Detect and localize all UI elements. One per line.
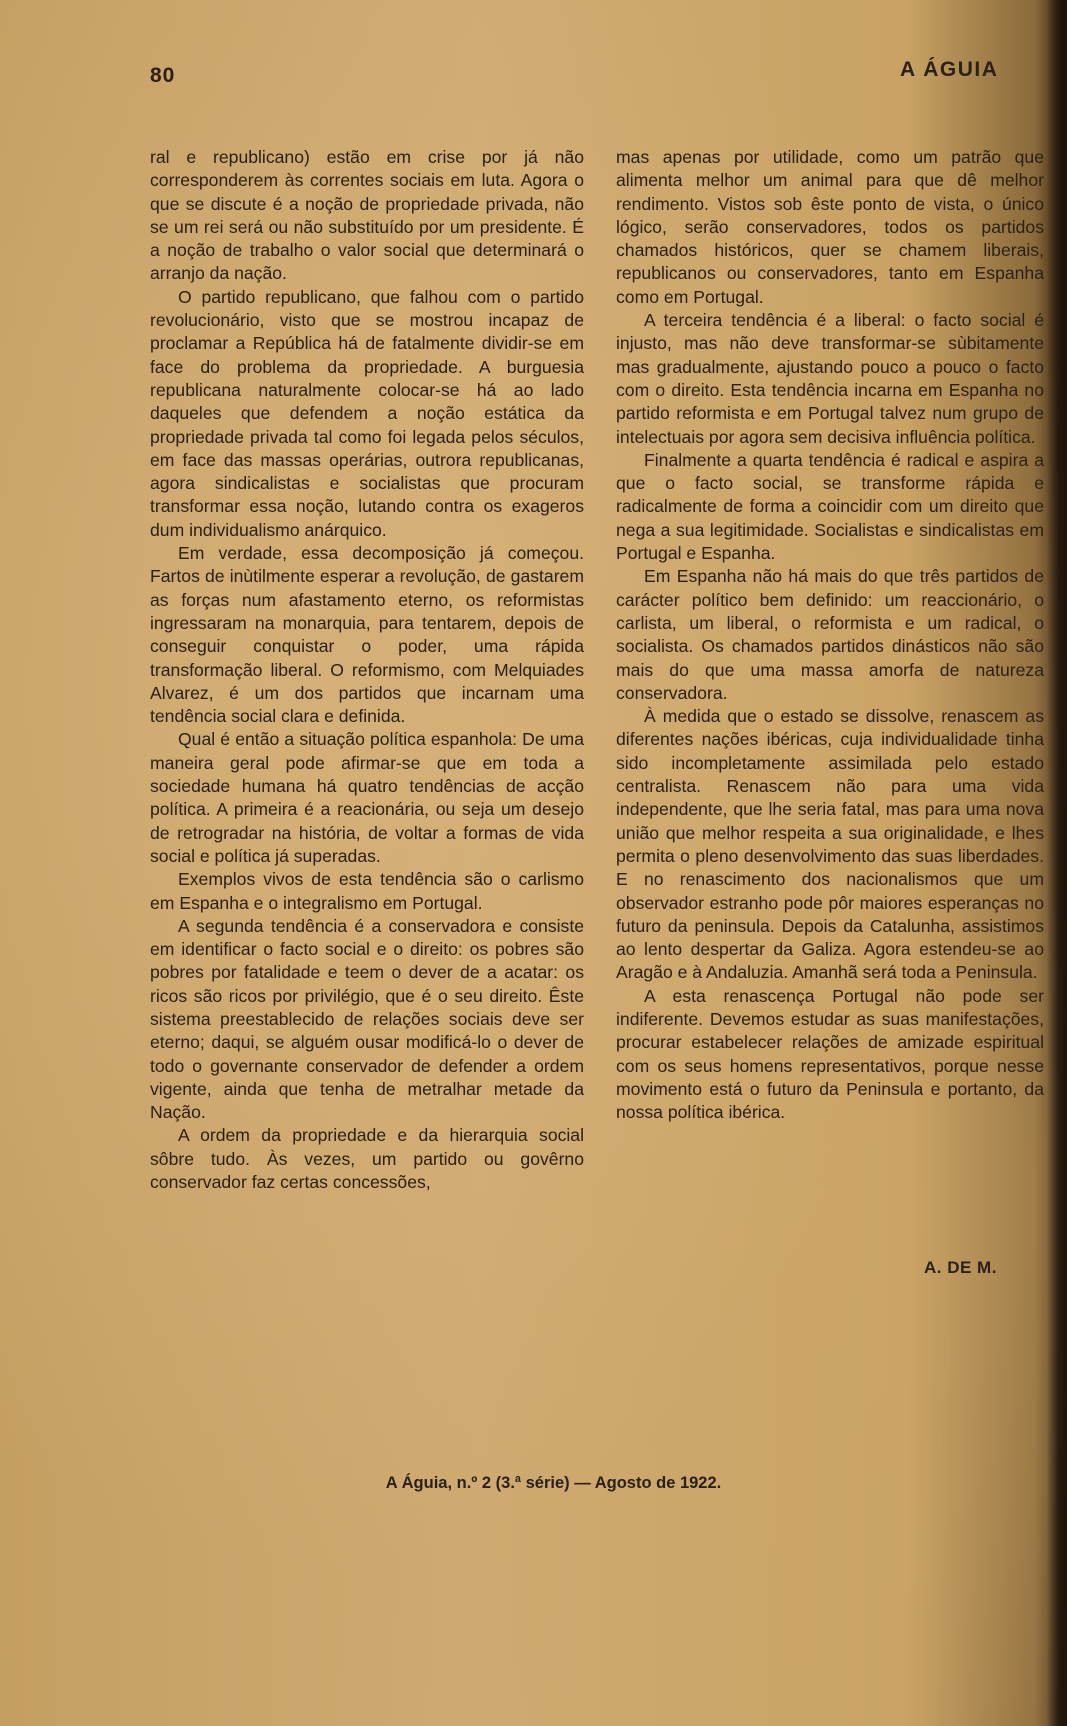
footer-citation: A Águia, n.º 2 (3.ª série) — Agosto de 1922. bbox=[385, 1474, 722, 1492]
paragraph: Em Espanha não há mais do que três partidos de carácter político bem definido: um reaccionário, o carlista, um liberal, o reformista e um radical, o socialista. Os chamados partidos dinásticos não são mais do que uma massa amorfa de natureza conservadora. bbox=[616, 566, 1044, 703]
book-spine-shadow bbox=[1047, 0, 1067, 1726]
paragraph: Finalmente a quarta tendência é radical e aspira a que o facto social, se transforme rápida e radicalmente de forma a coincidir com um direito que nega a sua legitimidade. Socialistas e sindicalistas em Portugal e Espanha. bbox=[616, 449, 1044, 564]
paragraph: A terceira tendência é a liberal: o facto social é injusto, mas não deve transformar-se sùbitamente mas gradualmente, ajustando pouco a pouco o facto com o direito. Esta tendência incarna em Espanha no partido reformista e em Portugal talvez num grupo de intelectuais por agora sem decisiva influência política. bbox=[616, 310, 1044, 447]
author-signature: A. DE M. bbox=[924, 1258, 997, 1277]
paragraph: Exemplos vivos de esta tendência são o carlismo em Espanha e o integralismo em Portugal. bbox=[150, 869, 584, 913]
paragraph: mas apenas por utilidade, como um patrão que alimenta melhor um animal para que dê melhor rendimento. Vistos sob êste ponto de vista, o único lógico, serão conservadores, todos os partidos chamados históricos, quer se chamem liberais, republicanos ou conservadores, tanto em Espanha como em Portugal. bbox=[616, 147, 1044, 307]
page-number: 80 bbox=[150, 64, 176, 87]
paragraph: A esta renascença Portugal não pode ser indiferente. Devemos estudar as suas manifestações, procurar estabelecer relações de amizade espiritual com os seus homens representativos, porque nesse movimento está o futuro da Peninsula e portanto, da nossa política ibérica. bbox=[616, 985, 1044, 1123]
paragraph: À medida que o estado se dissolve, renascem as diferentes nações ibéricas, cuja individualidade tinha sido incompletamente assimilada pelo estado centralista. Renascem não para uma vida independente, que lhe seria fatal, mas para uma nova união que melhor respeita a sua originalidade, e lhes permita o pleno desenvolvimento das suas liberdades. E no renascimento dos nacionalismos que um observador estranho pode pôr maiores esperanças no futuro da peninsula. Depois da Catalunha, assistimos ao lento despertar da Galiza. Agora estendeu-se ao Aragão e à Andaluzia. Amanhã será toda a Peninsula. bbox=[616, 706, 1044, 983]
paragraph: O partido republicano, que falhou com o partido revolucionário, visto que se mostrou incapaz de proclamar a República há de fatalmente dividir-se em face do problema da propriedade. A burguesia republicana naturalmente colocar-se há ao lado daqueles que defendem a noção estática da propriedade privada tal como foi legada pelos séculos, em face das massas operárias, outrora republicanas, agora sindicalistas e socialistas que procuram transformar essa noção, lutando contra os exageros dum individualismo anárquico. bbox=[150, 286, 584, 540]
left-column bbox=[150, 146, 584, 1194]
right-column bbox=[616, 146, 1044, 1124]
paragraph: A ordem da propriedade e da hierarquia social sôbre tudo. Às vezes, um partido ou govêrno conservador faz certas concessões, bbox=[150, 1125, 584, 1193]
paragraph: ral e republicano) estão em crise por já não corresponderem às correntes sociais em luta. Agora o que se discute é a noção de propriedade privada, não se um rei será ou não substituído por um presidente. É a noção de trabalho o valor social que determinará o arranjo da nação. bbox=[150, 147, 584, 284]
paragraph: A segunda tendência é a conservadora e consiste em identificar o facto social e o direito: os pobres são pobres por fatalidade e teem o dever de a acatar: os ricos são ricos por privilégio, que é o seu direito. Êste sistema preestablecido de relações sociais deve ser eterno; daqui, se alguém ousar modificá-lo o dever de todo o governante conservador de defender a ordem vigente, ainda que tenha de metralhar metade da Nação. bbox=[150, 915, 584, 1123]
running-head: A ÁGUIA bbox=[900, 58, 999, 81]
paragraph: Qual é então a situação política espanhola: De uma maneira geral pode afirmar-se que em toda a sociedade humana há quatro tendências de acção política. A primeira é a reacionária, ou seja um desejo de retrogradar na história, de voltar a formas de vida social e política já superadas. bbox=[150, 729, 584, 866]
paragraph: Em verdade, essa decomposição já começou. Fartos de inùtilmente esperar a revolução, de gastarem as forças num afastamento eterno, os reformistas ingressaram na monarquia, para tentarem, depois de conseguir conquistar o poder, uma rápida transformação liberal. O reformismo, com Melquiades Alvarez, é um dos partidos que incarnam uma tendência social clara e definida. bbox=[150, 543, 584, 727]
